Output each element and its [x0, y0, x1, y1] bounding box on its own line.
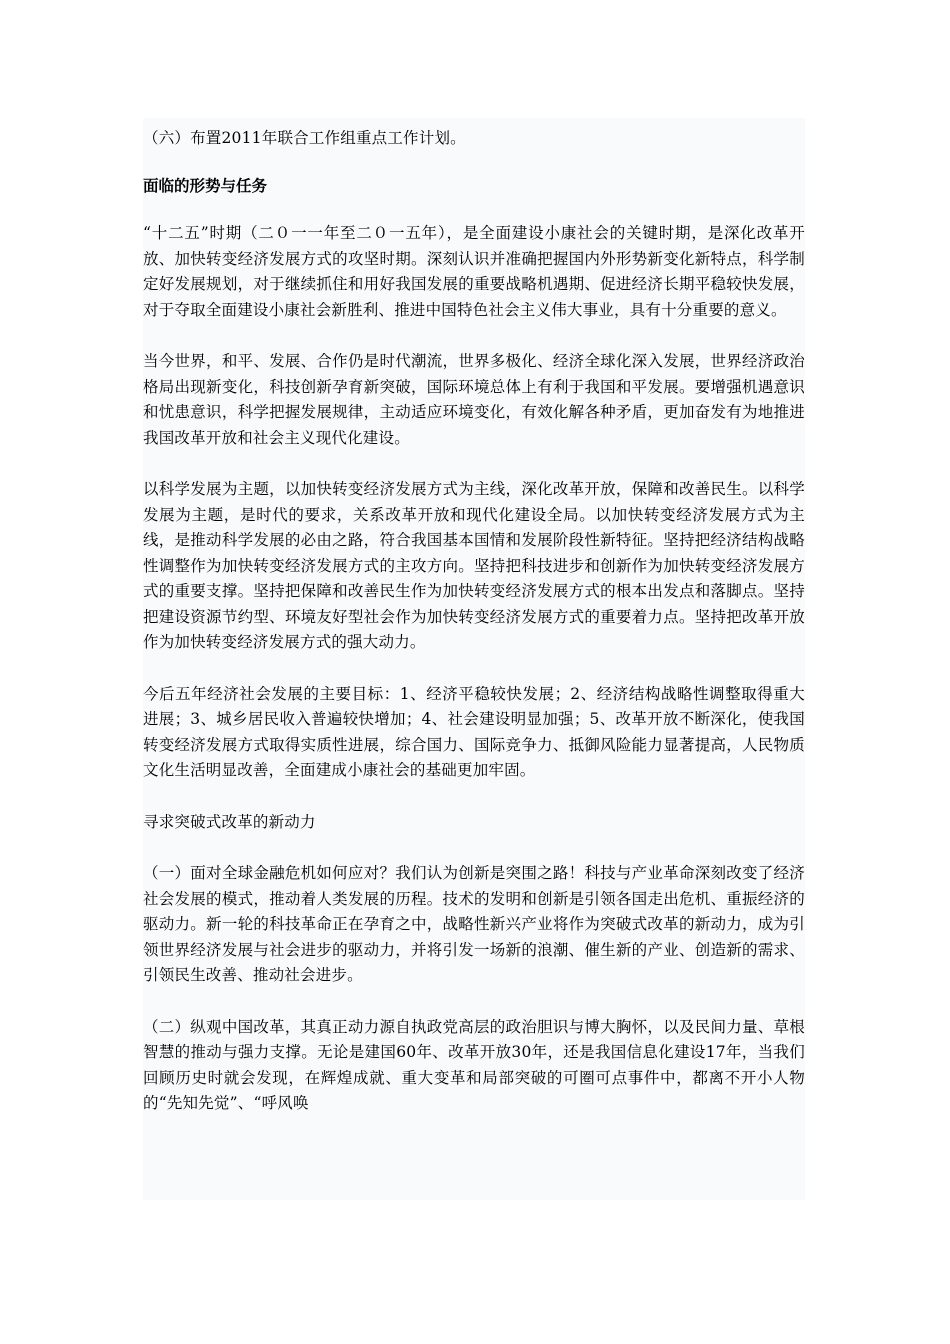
section-heading-reform-drive: 寻求突破式改革的新动力 — [143, 812, 316, 831]
paragraph-financial-crisis: （一）面对全球金融危机如何应对？我们认为创新是突围之路！科技与产业革命深刻改变了经济社会发展的模式，推动着人类发展的历程。技术的发明和创新是引领各国走出危机、重振经济的驱动力。新一轮的科技革命正在孕育之中，战略性新兴产业将作为突破式改革的新动力，成为引领世界经济发展与社会进步的驱动力，并将引发一场新的浪潮、催生新的产业、创造新的需求、引领民生改善、推动社会进步。 — [143, 864, 805, 984]
paragraph-china-reform: （二）纵观中国改革，其真正动力源自执政党高层的政治胆识与博大胸怀，以及民间力量、草根智慧的推动与强力支撑。无论是建国60年、改革开放30年，还是我国信息化建设17年，当我们回顾历史时就会发现，在辉煌成就、重大变革和局部突破的可圈可点事件中，都离不开小人物的“先知先觉”、“呼风唤 — [143, 1017, 805, 1112]
document-body — [143, 118, 805, 1200]
section-heading-situation: 面临的形势与任务 — [143, 176, 268, 195]
paragraph-task-six: （六）布置2011年联合工作组重点工作计划。 — [143, 129, 466, 147]
paragraph-twelfth-five-year: “十二五”时期（二０一一年至二０一五年），是全面建设小康社会的关键时期，是深化改革开放、加快转变经济发展方式的攻坚时期。深刻认识并准确把握国内外形势新变化新特点，科学制定好发展规划，对于继续抓住和用好我国发展的重要战略机遇期、促进经济长期平稳较快发展，对于夺取全面建设小康社会新胜利、推进中国特色社会主义伟大事业，具有十分重要的意义。 — [143, 224, 805, 319]
paragraph-world-situation: 当今世界，和平、发展、合作仍是时代潮流，世界多极化、经济全球化深入发展，世界经济政治格局出现新变化，科技创新孕育新突破，国际环境总体上有利于我国和平发展。要增强机遇意识和忧患意识，科学把握发展规律，主动适应环境变化，有效化解各种矛盾，更加奋发有为地推进我国改革开放和社会主义现代化建设。 — [143, 352, 805, 447]
paragraph-five-year-goals: 今后五年经济社会发展的主要目标：1、经济平稳较快发展；2、经济结构战略性调整取得重大进展；3、城乡居民收入普遍较快增加；4、社会建设明显加强；5、改革开放不断深化，使我国转变经济发展方式取得实质性进展，综合国力、国际竞争力、抵御风险能力显著提高，人民物质文化生活明显改善，全面建成小康社会的基础更加牢固。 — [143, 684, 805, 779]
paragraph-scientific-development: 以科学发展为主题，以加快转变经济发展方式为主线，深化改革开放，保障和改善民生。以科学发展为主题，是时代的要求，关系改革开放和现代化建设全局。以加快转变经济发展方式为主线，是推动科学发展的必由之路，符合我国基本国情和发展阶段性新特征。坚持把经济结构战略性调整作为加快转变经济发展方式的主攻方向。坚持把科技进步和创新作为加快转变经济发展方式的重要支撑。坚持把保障和改善民生作为加快转变经济发展方式的根本出发点和落脚点。坚持把建设资源节约型、环境友好型社会作为加快转变经济发展方式的重要着力点。坚持把改革开放作为加快转变经济发展方式的强大动力。 — [143, 480, 805, 651]
